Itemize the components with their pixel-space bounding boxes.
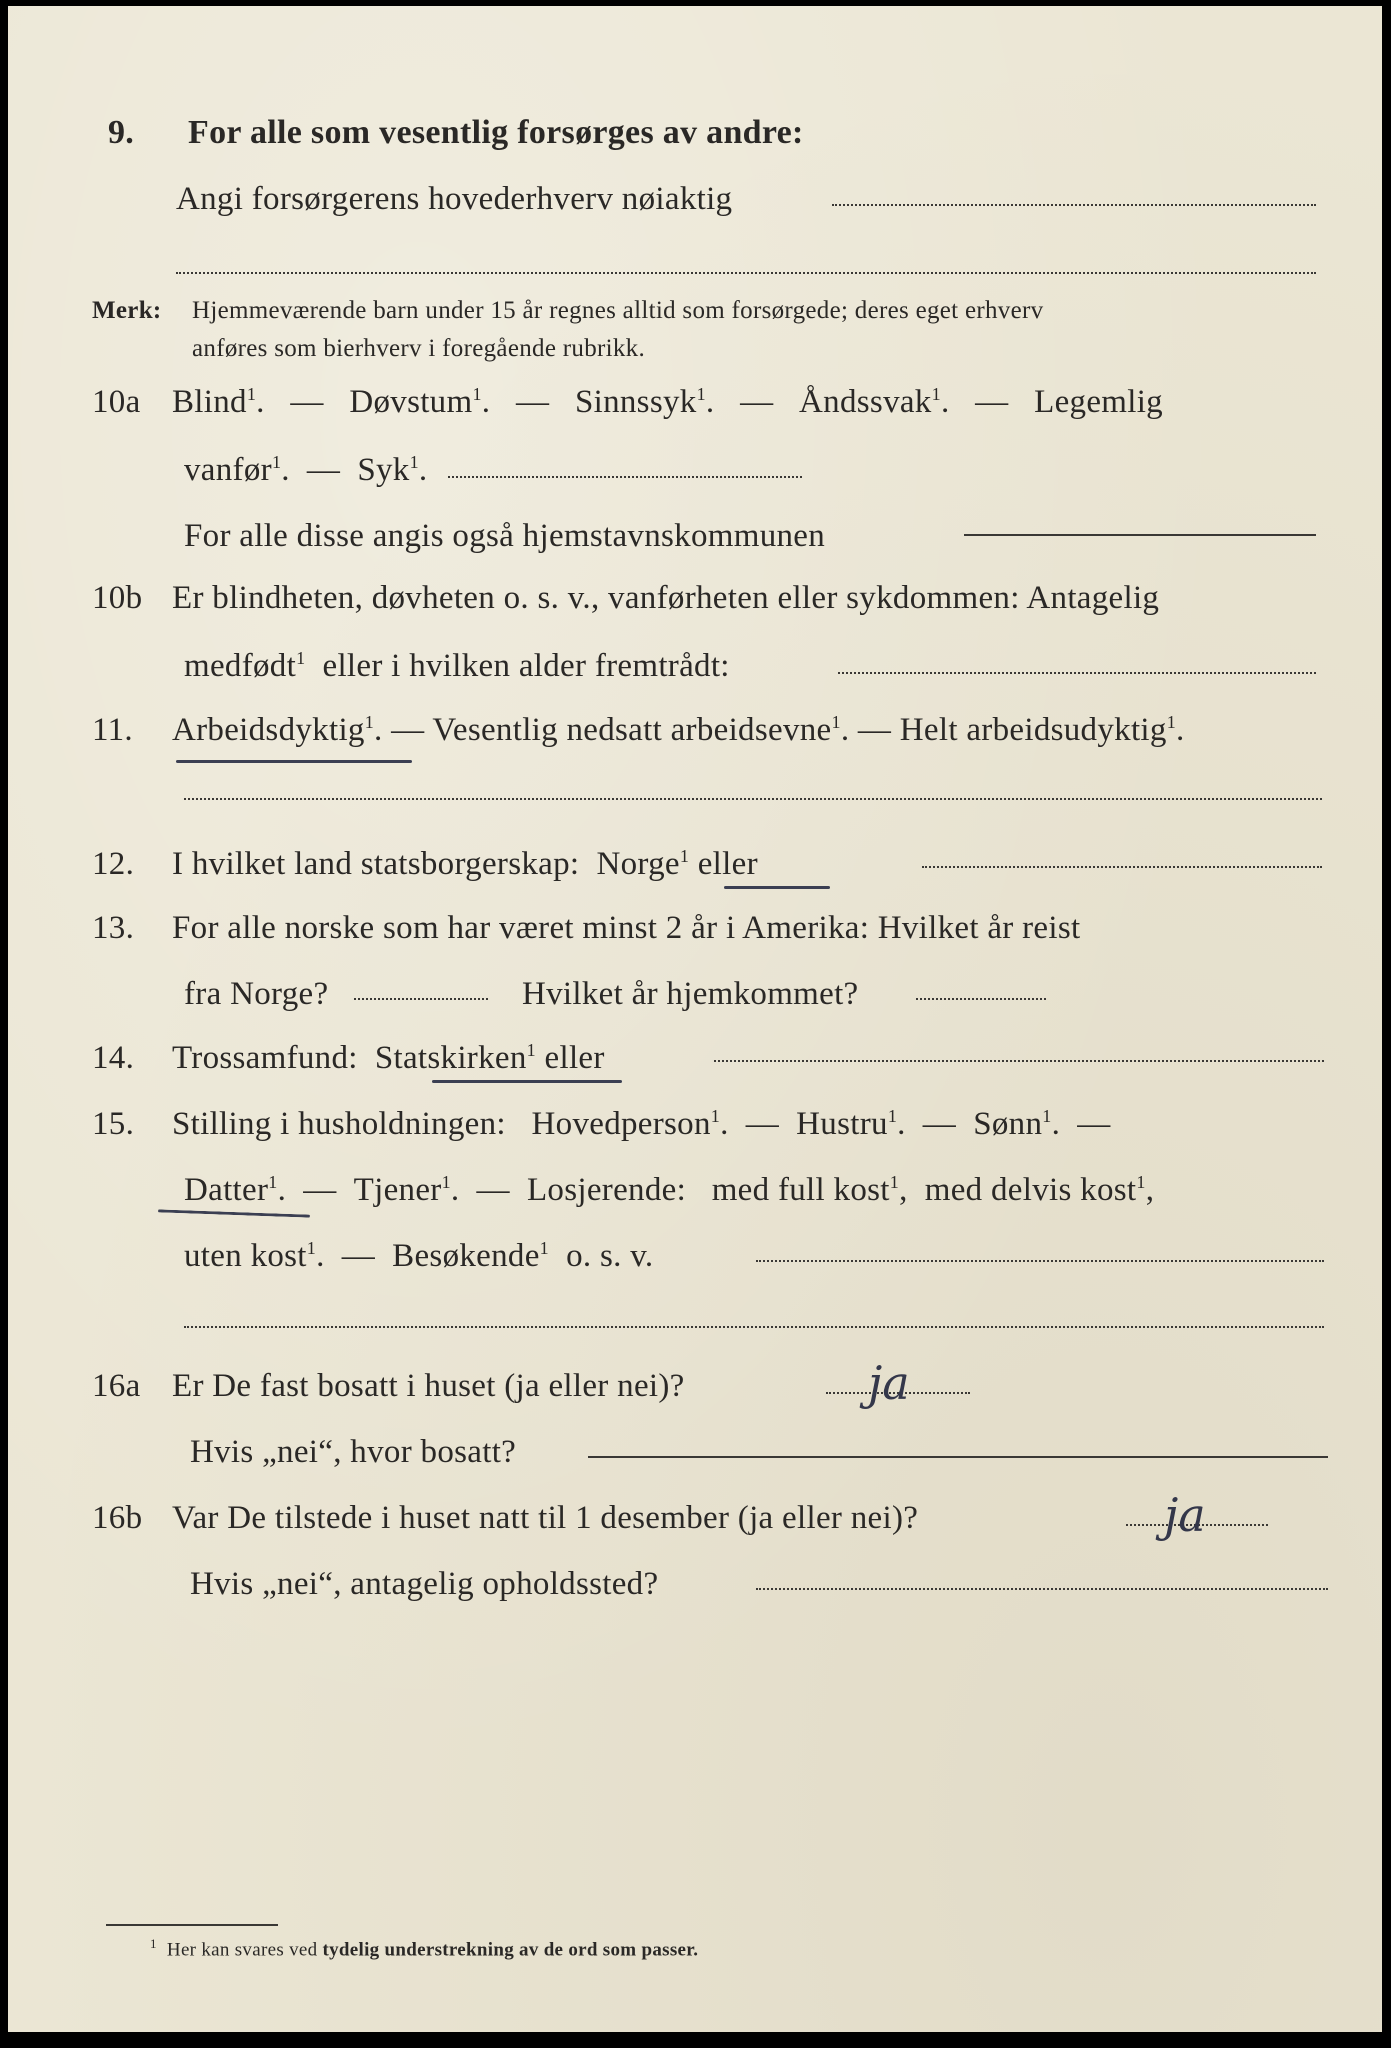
q10a-dovstum: Døvstum <box>349 384 473 420</box>
q10b-answer-line <box>838 672 1316 674</box>
q11-number: 11. <box>92 712 133 748</box>
q9-answer-line <box>832 204 1316 206</box>
q16b-opholdssted-line <box>756 1588 1328 1590</box>
q16b-opholdssted: Hvis „nei“, antagelig opholdssted? <box>190 1566 659 1602</box>
q15-line-3: uten kost$^1$. — Besøkende$^1$ o. s. v. <box>184 1238 654 1274</box>
q10a-hjemstavn-prompt: For alle disse angis også hjemstavnskommunen <box>184 518 826 554</box>
q10a-hjemstavn-line <box>964 534 1316 536</box>
q14-eller: eller <box>544 1040 605 1076</box>
q10b-line-1 <box>92 580 1159 617</box>
q15-text: Stilling i husholdningen: <box>172 1106 506 1142</box>
q13-number: 13. <box>92 910 135 946</box>
q16a-number: 16a <box>92 1368 141 1404</box>
q13-text: For alle norske som har været minst 2 år i Amerika: Hvilket år reist <box>172 910 1081 946</box>
q15-full-kost: med full kost <box>711 1172 890 1208</box>
q12-line: 12. I hvilket land statsborgerskap: Norge$^1$ eller <box>92 846 758 882</box>
q15-line-2: Datter$^1$. — Tjener$^1$. — Losjerende: med full kost$^1$, med delvis kost$^1$, <box>184 1172 1155 1208</box>
census-form-page <box>8 6 1382 2032</box>
q9-number: 9. <box>108 114 135 151</box>
merk-line-1: Hjemmeværende barn under 15 år regnes alltid som forsørgede; deres eget erhverv <box>192 297 1044 324</box>
q16a-hvor-bosatt: Hvis „nei“, hvor bosatt? <box>190 1434 517 1470</box>
q11-line: 11. Arbeidsdyktig$^1$. — Vesentlig nedsatt arbeidsevne$^1$. — Helt arbeidsudyktig$^1$. <box>92 712 1185 748</box>
q12-answer-line <box>922 866 1322 868</box>
merk-line-2: anføres som bierhverv i foregående rubrikk. <box>192 335 646 362</box>
q11-arbeidsdyktig: Arbeidsdyktig <box>172 712 365 748</box>
q12-eller: eller <box>697 846 758 882</box>
q15-hustru: Hustru <box>796 1106 888 1142</box>
q15-datter: Datter <box>184 1172 269 1208</box>
q14-text: Trossamfund: <box>172 1040 358 1076</box>
q10a-legemlig: Legemlig <box>1034 384 1163 420</box>
q10a-blind: Blind <box>172 384 247 420</box>
q15-answer-line <box>756 1260 1324 1262</box>
q12-number: 12. <box>92 846 135 882</box>
q14-number: 14. <box>92 1040 135 1076</box>
q9-occupation-prompt: Angi forsørgerens hovederhverv nøiaktig <box>176 181 733 217</box>
q10a-answer-line <box>448 476 802 478</box>
q15-delvis-kost: med delvis kost <box>924 1172 1137 1208</box>
q15-line-1: 15. Stilling i husholdningen: Hovedperson$^1$. — Hustru$^1$. — Sønn$^1$. — <box>92 1106 1111 1142</box>
q16b-text: Var De tilstede i huset natt til 1 desember (ja eller nei)? <box>172 1500 919 1536</box>
q16a-bosatt-line <box>588 1456 1328 1458</box>
q15-osv: o. s. v. <box>566 1238 654 1274</box>
q15-sonn: Sønn <box>973 1106 1043 1142</box>
q11-pencil-underline <box>176 760 412 763</box>
q16a-handwritten-answer: ja <box>868 1356 910 1410</box>
q14-pencil-underline <box>432 1080 622 1083</box>
q10b-medfodt: medfødt <box>184 648 297 684</box>
q13-hjemkommet-answer-line <box>916 998 1046 1000</box>
q15-losjerende: Losjerende: <box>526 1172 687 1208</box>
q15-besokende: Besøkende <box>392 1238 540 1274</box>
footnote <box>150 1936 698 1961</box>
q13-line-1 <box>92 910 1080 947</box>
q10a-vanfor: vanfør <box>184 452 272 488</box>
footnote-text-a: Her kan svares ved <box>166 1939 318 1961</box>
q11-udyktig: Helt arbeidsudyktig <box>899 712 1167 748</box>
q10a-line-2: vanfør$^1$. — Syk$^1$. <box>184 452 428 488</box>
q16b-handwritten-answer: ja <box>1164 1488 1206 1542</box>
q9-answer-line-2 <box>176 272 1316 274</box>
q15-hovedperson: Hovedperson <box>531 1106 711 1142</box>
q9-title: For alle som vesentlig forsørges av andre: <box>188 114 804 151</box>
q10b-number: 10b <box>92 580 143 616</box>
q10a-sinnssyk: Sinnssyk <box>574 384 697 420</box>
q15-tjener: Tjener <box>353 1172 442 1208</box>
q15-uten-kost: uten kost <box>184 1238 307 1274</box>
q16b-number: 16b <box>92 1500 143 1536</box>
q10b-text: Er blindheten, døvheten o. s. v., vanførheten eller sykdommen: Antagelig <box>172 580 1160 616</box>
footnote-text-b: tydelig understrekning av de ord som passer. <box>322 1939 699 1961</box>
q13-hjemkommet: Hvilket år hjemkommet? <box>522 976 859 1012</box>
merk-note <box>92 292 1043 368</box>
merk-label: Merk: <box>92 297 162 324</box>
q11-answer-line <box>184 798 1322 800</box>
q14-answer-line <box>714 1060 1324 1062</box>
q9-heading <box>108 114 804 152</box>
q15-answer-line-2 <box>184 1326 1324 1328</box>
q16b-line-1 <box>92 1500 918 1537</box>
footnote-mark: 1 <box>150 1936 157 1951</box>
q12-text: I hvilket land statsborgerskap: <box>172 846 580 882</box>
q10a-line-1: 10a Blind$^1$. — Døvstum$^1$. — Sinnssyk$^1$. — Åndssvak$^1$. — Legemlig <box>92 384 1163 420</box>
q11-nedsatt: Vesentlig nedsatt arbeidsevne <box>432 712 832 748</box>
q16a-text: Er De fast bosatt i huset (ja eller nei)? <box>172 1368 685 1404</box>
q15-pencil-underline <box>158 1209 310 1217</box>
q12-norge: Norge <box>596 846 680 882</box>
q15-number: 15. <box>92 1106 135 1142</box>
footnote-rule <box>106 1924 278 1926</box>
q10b-rest: eller i hvilken alder fremtrådt: <box>322 648 730 684</box>
q16a-line-1 <box>92 1368 685 1405</box>
q10a-number: 10a <box>92 384 141 420</box>
q10a-andssvak: Åndssvak <box>799 384 932 420</box>
q14-statskirken: Statskirken <box>374 1040 527 1076</box>
q10b-line-2: medfødt$^1$ eller i hvilken alder fremtrådt: <box>184 648 730 684</box>
q13-reist-answer-line <box>354 998 488 1000</box>
q13-fra-norge: fra Norge? <box>184 976 329 1012</box>
q14-line: 14. Trossamfund: Statskirken$^1$ eller <box>92 1040 605 1076</box>
q12-pencil-underline <box>724 886 830 889</box>
q10a-syk: Syk <box>357 452 410 488</box>
